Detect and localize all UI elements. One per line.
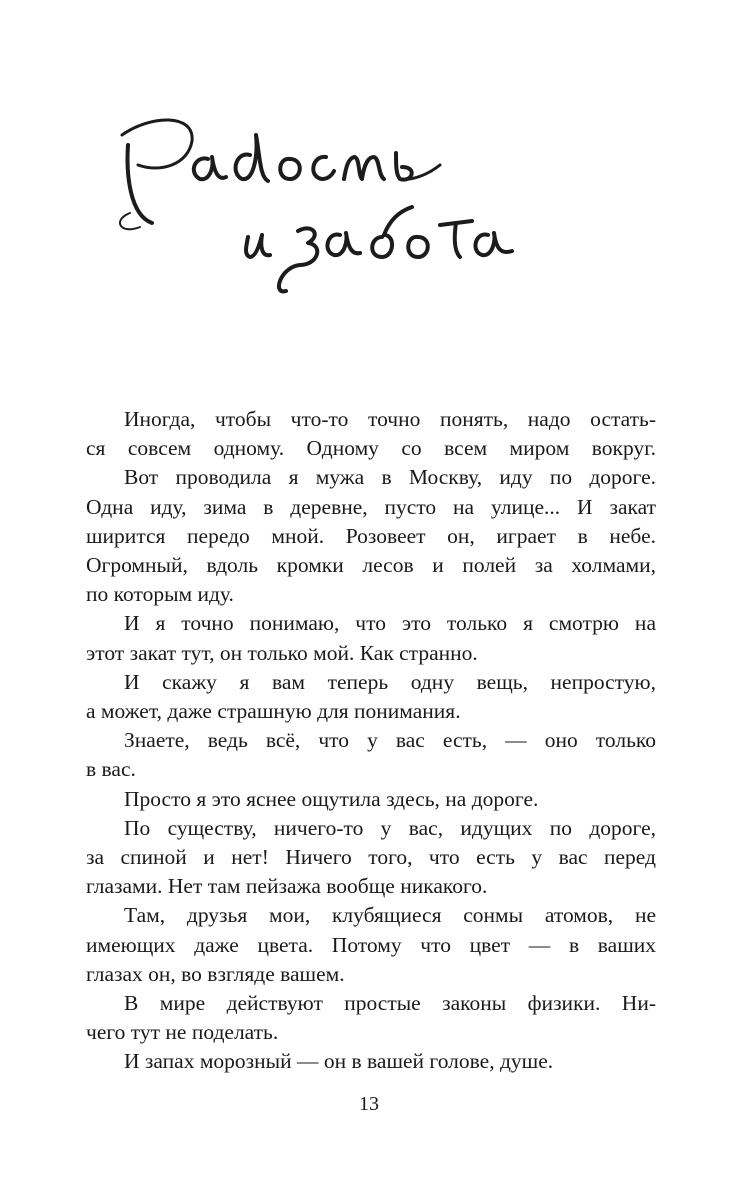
text-line: по которым иду. <box>86 582 234 607</box>
text-line: Иногда, чтобы что-то точно понять, надо остать- <box>124 407 656 431</box>
text-line: И запах морозный — он в вашей голове, душе. <box>124 1049 554 1074</box>
text-line: И я точно понимаю, что это только я смотрю на <box>124 611 656 636</box>
text-line: имеющих даже цвета. Потому что цвет — в ваших <box>86 932 656 957</box>
title-word-i-zabota <box>246 207 512 291</box>
text-line: И скажу я вам теперь одну вещь, непростую, <box>124 669 656 694</box>
text-line: ся совсем одному. Одному со всем миром вокруг. <box>86 436 656 461</box>
text-line: этот закат тут, он только мой. Как странно. <box>86 640 478 665</box>
text-line: Просто я это яснее ощутила здесь, на дороге. <box>124 786 539 811</box>
title-word-radost <box>120 120 440 229</box>
text-line: Одна иду, зима в деревне, пусто на улице... И закат <box>86 494 656 519</box>
text-line: Знаете, ведь всё, что у вас есть, — оно только <box>124 728 656 753</box>
chapter-title-handwriting <box>100 95 520 315</box>
text-line: в вас. <box>86 757 136 782</box>
text-line: глазами. Нет там пейзажа вообще никакого. <box>86 874 488 899</box>
text-line: В мире действуют простые законы физики. Ни- <box>124 991 656 1016</box>
body-text <box>86 405 656 1077</box>
text-line: Вот проводила я мужа в Москву, иду по дороге. <box>124 465 656 490</box>
text-line: а может, даже страшную для понимания. <box>86 699 461 724</box>
text-line: Там, друзья мои, клубящиеся сонмы атомов, не <box>124 903 656 928</box>
page-number: 13 <box>359 1093 379 1115</box>
text-line: глазах он, во взгляде вашем. <box>86 961 345 986</box>
text-line: ширится передо мной. Розовеет он, играет в небе. <box>86 523 656 548</box>
text-line: чего тут не поделать. <box>86 1020 279 1045</box>
text-line: за спиной и нет! Ничего того, что есть у вас перед <box>86 845 656 870</box>
text-line: По существу, ничего-то у вас, идущих по дороге, <box>124 815 656 840</box>
text-line: Огромный, вдоль кромки лесов и полей за холмами, <box>86 553 656 578</box>
